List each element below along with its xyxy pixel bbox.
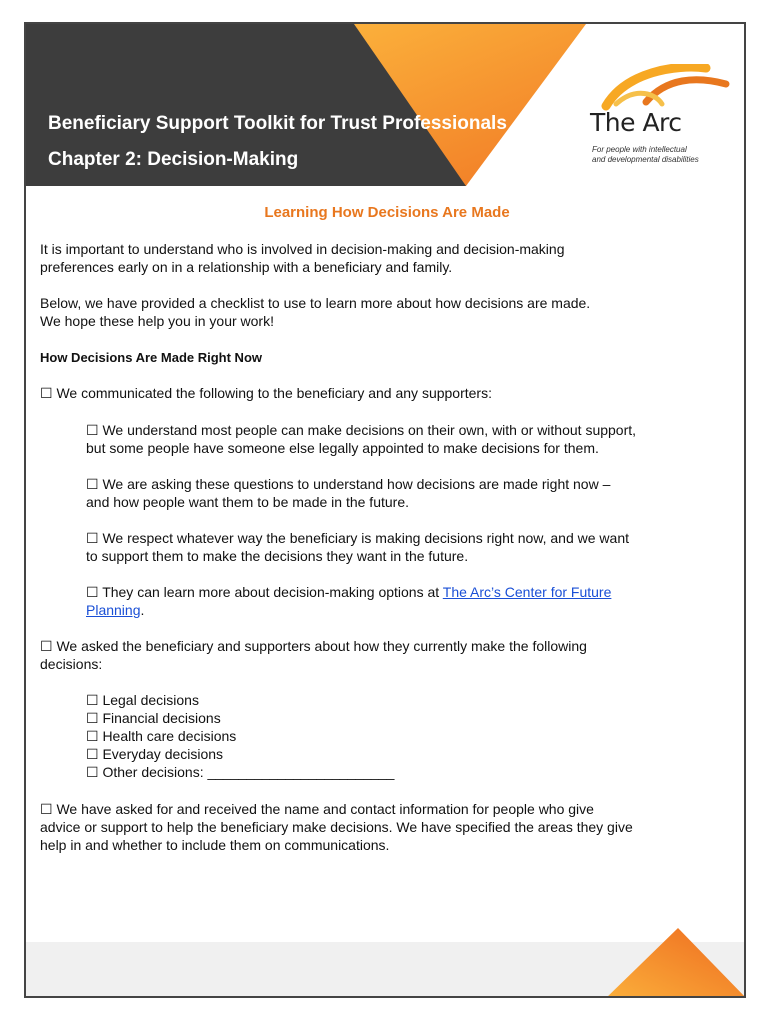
chapter-title: Chapter 2: Decision-Making (48, 149, 299, 170)
checklist-subitem-2[interactable]: ☐ We are asking these questions to understand how decisions are made right now – and how people want them to be made in the future. (86, 476, 611, 510)
footer-orange-triangle (26, 924, 746, 998)
checklist-subitem-3[interactable]: ☐ We respect whatever way the beneficiary is making decisions right now, and we want to support them to make the decisions they want in the future. (86, 530, 629, 564)
document-title: Beneficiary Support Toolkit for Trust Professionals (48, 113, 507, 134)
decision-item-everyday[interactable]: ☐ Everyday decisions (86, 746, 224, 762)
checklist-item-3[interactable]: ☐ We have asked for and received the name and contact information for people who give advice or support to help the beneficiary make decisions. We have specified the areas they give help in and whether to include them on communications. (40, 801, 633, 853)
intro-paragraph-2: Below, we have provided a checklist to use to learn more about how decisions are made. We hope these help you in your work! (40, 295, 591, 329)
center-for-future-planning-link[interactable]: The Arc’s Center for Future (442, 584, 612, 600)
decision-item-health[interactable]: ☐ Health care decisions (86, 728, 237, 744)
document-page (24, 22, 746, 998)
decision-item-legal[interactable]: ☐ Legal decisions (86, 692, 199, 708)
checklist-item-2[interactable]: ☐ We asked the beneficiary and supporters about how they currently make the following decisions: (40, 638, 587, 672)
intro-paragraph-1: It is important to understand who is involved in decision-making and decision-making preferences early on in a relationship with a beneficiary and family. (40, 241, 565, 275)
checklist-subitem-1[interactable]: ☐ We understand most people can make decisions on their own, with or without support, but some people have someone else legally appointed to make decisions for them. (86, 422, 637, 456)
center-for-future-planning-link-cont[interactable]: Planning (86, 602, 141, 618)
section-title: Learning How Decisions Are Made (264, 204, 510, 221)
decision-item-other[interactable]: ☐ Other decisions: ________________________ (86, 764, 395, 780)
checklist-subitem-4[interactable]: ☐ They can learn more about decision-making options at The Arc’s Center for Future Planning. (86, 584, 612, 618)
decision-types-list (86, 691, 696, 781)
logo-tagline: For people with intellectual and developmental disabilities (592, 145, 699, 164)
subheading: How Decisions Are Made Right Now (40, 350, 262, 365)
checklist-item-1[interactable]: ☐ We communicated the following to the beneficiary and any supporters: (40, 385, 492, 401)
decision-item-financial[interactable]: ☐ Financial decisions (86, 710, 221, 726)
logo-name: The Arc (590, 108, 682, 137)
